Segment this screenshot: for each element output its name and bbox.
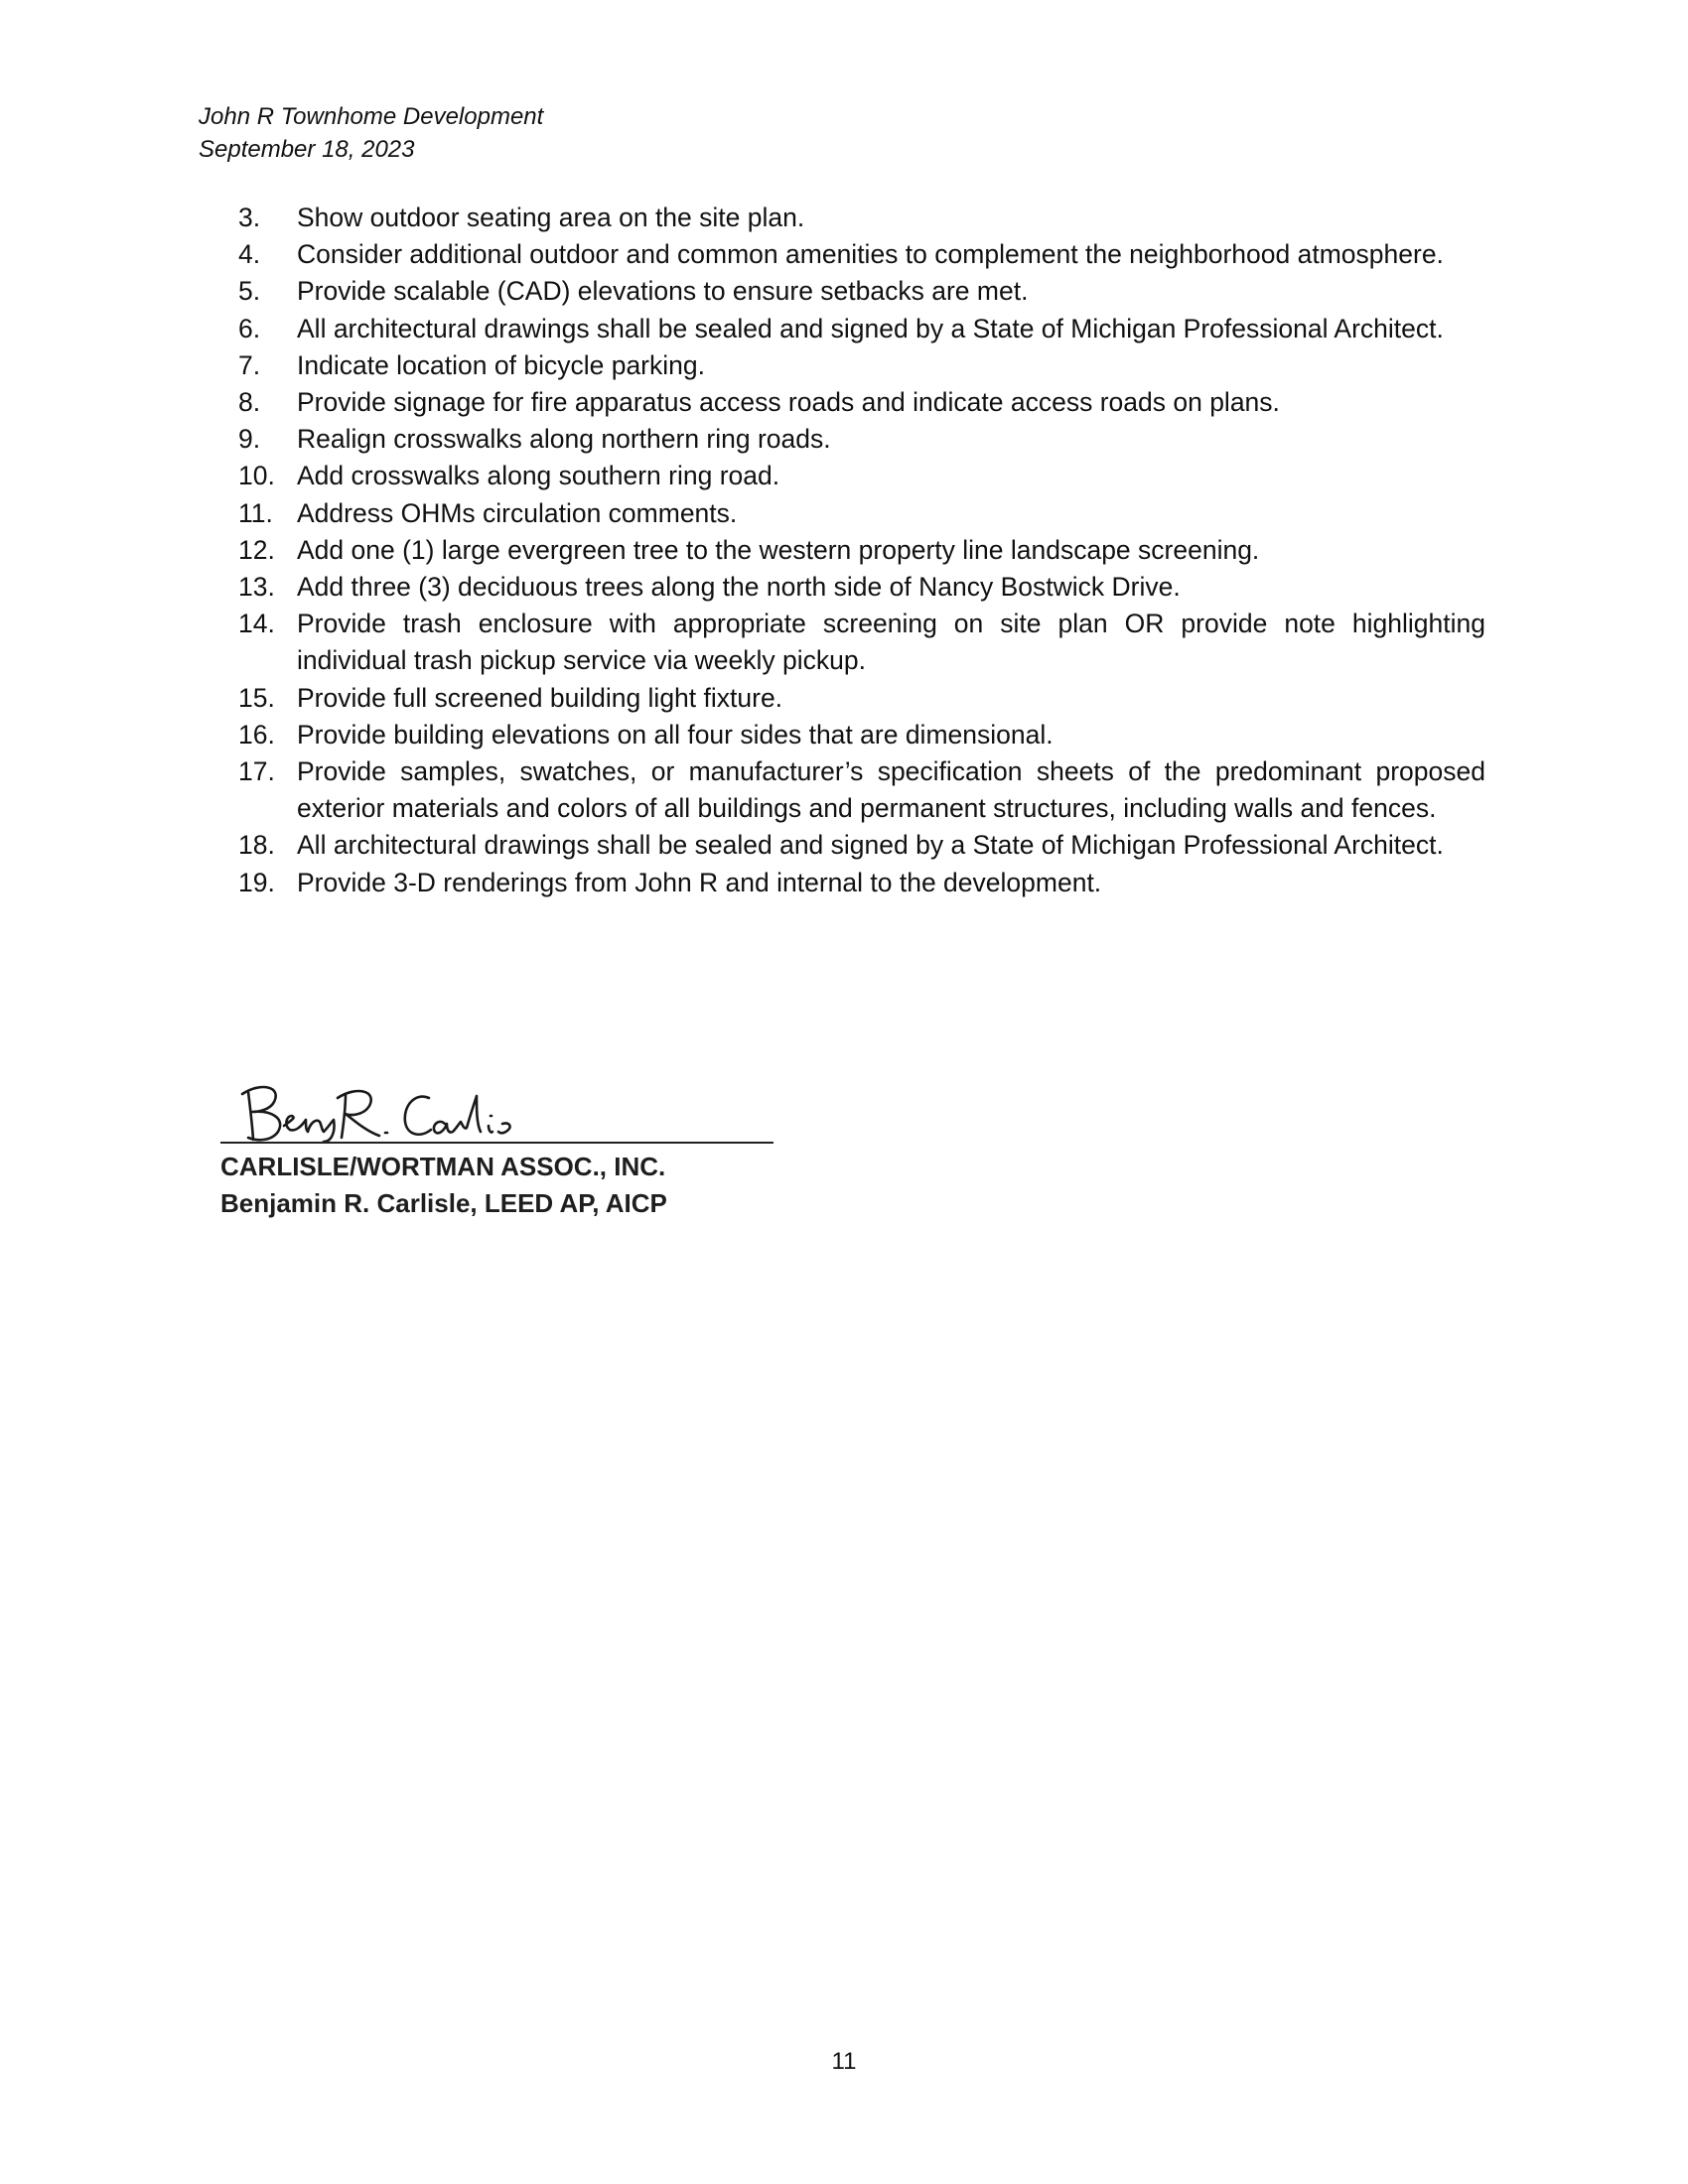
signature-block bbox=[220, 1149, 667, 1222]
list-item bbox=[238, 458, 1485, 494]
list-item bbox=[238, 827, 1485, 864]
list-item bbox=[238, 384, 1485, 421]
handwritten-signature bbox=[220, 1078, 773, 1144]
item-text: Provide samples, swatches, or manufacturer’s specification sheets of the predominant proposed exterior materials and colors of all buildings and permanent structures, including walls and fences. bbox=[297, 756, 1485, 824]
list-item bbox=[238, 606, 1485, 679]
list-item bbox=[238, 273, 1485, 310]
item-number: 14. bbox=[238, 609, 275, 639]
requirements-list bbox=[238, 200, 1485, 901]
item-text: Provide full screened building light fixture. bbox=[297, 682, 783, 713]
item-text: Provide signage for fire apparatus access roads and indicate access roads on plans. bbox=[297, 387, 1280, 418]
item-number: 11. bbox=[238, 497, 273, 528]
list-item bbox=[238, 347, 1485, 384]
item-text: All architectural drawings shall be sealed and signed by a State of Michigan Professional Architect. bbox=[297, 830, 1444, 861]
item-number: 5. bbox=[238, 276, 261, 307]
item-text: Provide 3-D renderings from John R and internal to the development. bbox=[297, 867, 1102, 897]
item-text: Show outdoor seating area on the site plan. bbox=[297, 203, 805, 232]
item-number: 13. bbox=[238, 572, 275, 603]
item-number: 6. bbox=[238, 313, 261, 343]
list-item bbox=[238, 200, 1485, 236]
item-text: All architectural drawings shall be sealed and signed by a State of Michigan Professional Architect. bbox=[297, 313, 1444, 343]
item-number: 8. bbox=[238, 387, 261, 418]
list-item bbox=[238, 717, 1485, 753]
list-item bbox=[238, 311, 1485, 347]
item-number: 3. bbox=[238, 203, 261, 232]
document-date: September 18, 2023 bbox=[199, 136, 415, 163]
list-item bbox=[238, 421, 1485, 458]
list-item bbox=[238, 236, 1485, 273]
item-number: 16. bbox=[238, 719, 275, 750]
item-text: Provide scalable (CAD) elevations to ensure setbacks are met. bbox=[297, 276, 1029, 307]
item-number: 17. bbox=[238, 756, 275, 787]
project-title: John R Townhome Development bbox=[199, 103, 544, 130]
item-number: 18. bbox=[238, 830, 275, 861]
item-number: 4. bbox=[238, 239, 261, 270]
list-item bbox=[238, 495, 1485, 532]
signature-line bbox=[220, 1142, 774, 1144]
list-item bbox=[238, 753, 1485, 827]
item-number: 19. bbox=[238, 867, 275, 897]
item-text: Consider additional outdoor and common amenities to complement the neighborhood atmosphere. bbox=[297, 239, 1444, 270]
firm-name: CARLISLE/WORTMAN ASSOC., INC. bbox=[220, 1152, 666, 1181]
page-number: 11 bbox=[831, 2048, 857, 2075]
item-number: 12. bbox=[238, 534, 275, 565]
list-item bbox=[238, 532, 1485, 569]
item-text: Add crosswalks along southern ring road. bbox=[297, 461, 780, 491]
item-text: Indicate location of bicycle parking. bbox=[297, 349, 705, 380]
item-number: 7. bbox=[238, 349, 261, 380]
item-text: Provide building elevations on all four sides that are dimensional. bbox=[297, 719, 1054, 750]
item-text: Add three (3) deciduous trees along the north side of Nancy Bostwick Drive. bbox=[297, 572, 1181, 603]
item-number: 15. bbox=[238, 682, 275, 713]
item-text: Address OHMs circulation comments. bbox=[297, 497, 738, 528]
list-item bbox=[238, 680, 1485, 717]
item-number: 10. bbox=[238, 461, 275, 491]
list-item bbox=[238, 569, 1485, 606]
item-text: Add one (1) large evergreen tree to the western property line landscape screening. bbox=[297, 534, 1260, 565]
signer-name: Benjamin R. Carlisle, LEED AP, AICP bbox=[220, 1188, 667, 1218]
document-header bbox=[199, 100, 543, 166]
item-text: Realign crosswalks along northern ring roads. bbox=[297, 424, 831, 455]
item-number: 9. bbox=[238, 424, 261, 455]
list-item bbox=[238, 865, 1485, 901]
item-text: Provide trash enclosure with appropriate screening on site plan OR provide note highlighting individual trash pickup service via weekly pickup. bbox=[297, 609, 1485, 676]
